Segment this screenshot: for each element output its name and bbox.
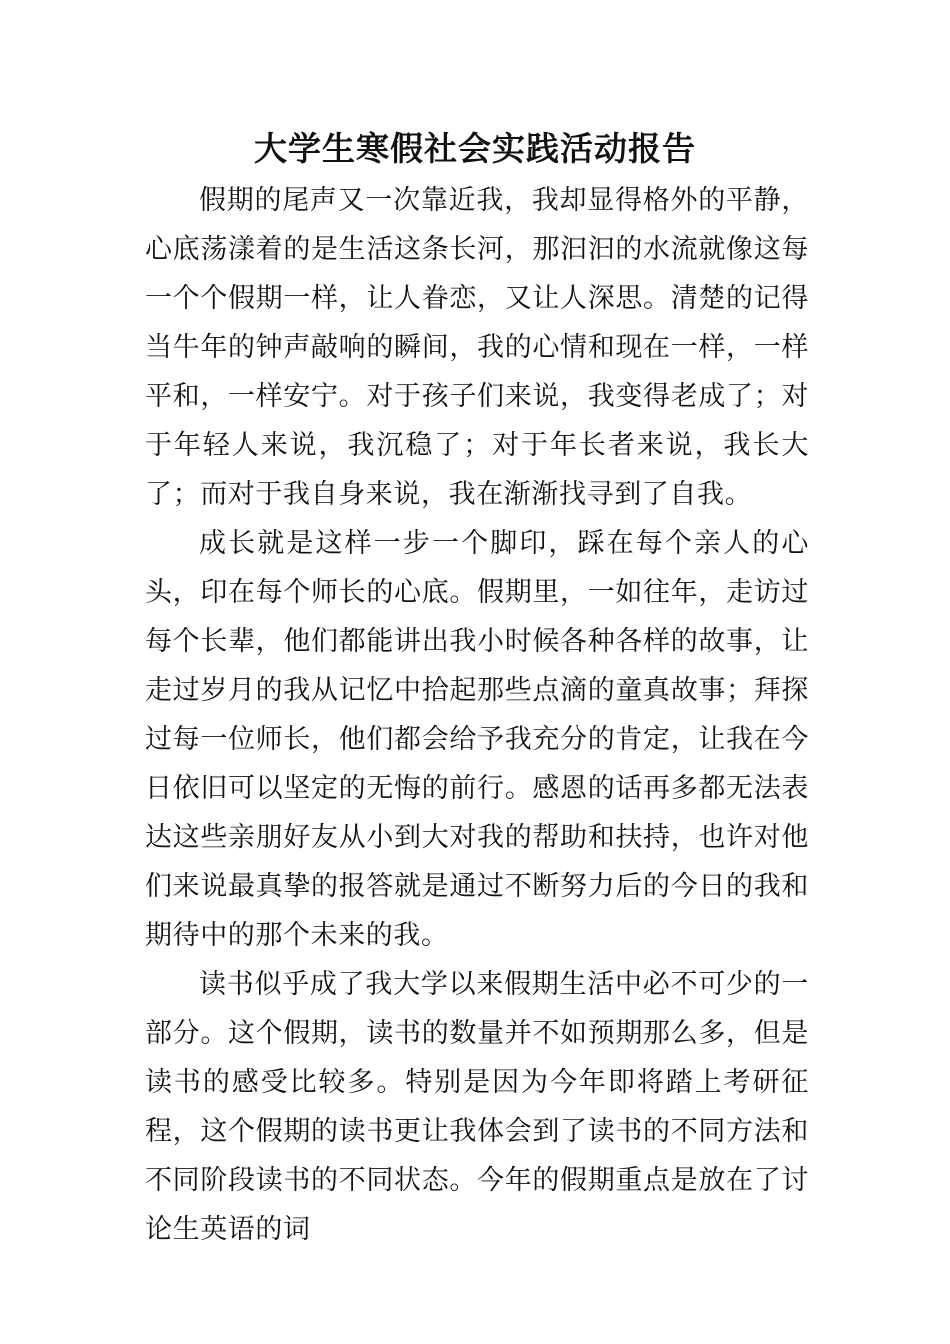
document-body (145, 176, 809, 1254)
paragraph-1: 假期的尾声又一次靠近我，我却显得格外的平静，心底荡漾着的是生活这条长河，那汩汩的水流就像这每一个个假期一样，让人眷恋，又让人深思。清楚的记得当牛年的钟声敲响的瞬间，我的心情和现在一样，一样平和，一样安宁。对于孩子们来说，我变得老成了；对于年轻人来说，我沉稳了；对于年长者来说，我长大了；而对于我自身来说，我在渐渐找寻到了自我。 (145, 185, 809, 510)
document-title: 大学生寒假社会实践活动报告 (254, 129, 696, 168)
paragraph-3: 读书似乎成了我大学以来假期生活中必不可少的一部分。这个假期，读书的数量并不如预期那么多，但是读书的感受比较多。特别是因为今年即将踏上考研征程，这个假期的读书更让我体会到了读书的不同方法和不同阶段读书的不同状态。今年的假期重点是放在了讨论生英语的词 (145, 969, 809, 1245)
paragraph-2: 成长就是这样一步一个脚印，踩在每个亲人的心头，印在每个师长的心底。假期里，一如往年，走访过每个长辈，他们都能讲出我小时候各种各样的故事，让走过岁月的我从记忆中拾起那些点滴的童真故事；拜探过每一位师长，他们都会给予我充分的肯定，让我在今日依旧可以坚定的无悔的前行。感恩的话再多都无法表达这些亲朋好友从小到大对我的帮助和扶持，也许对他们来说最真挚的报答就是通过不断努力后的今日的我和期待中的那个未来的我。 (145, 528, 809, 951)
